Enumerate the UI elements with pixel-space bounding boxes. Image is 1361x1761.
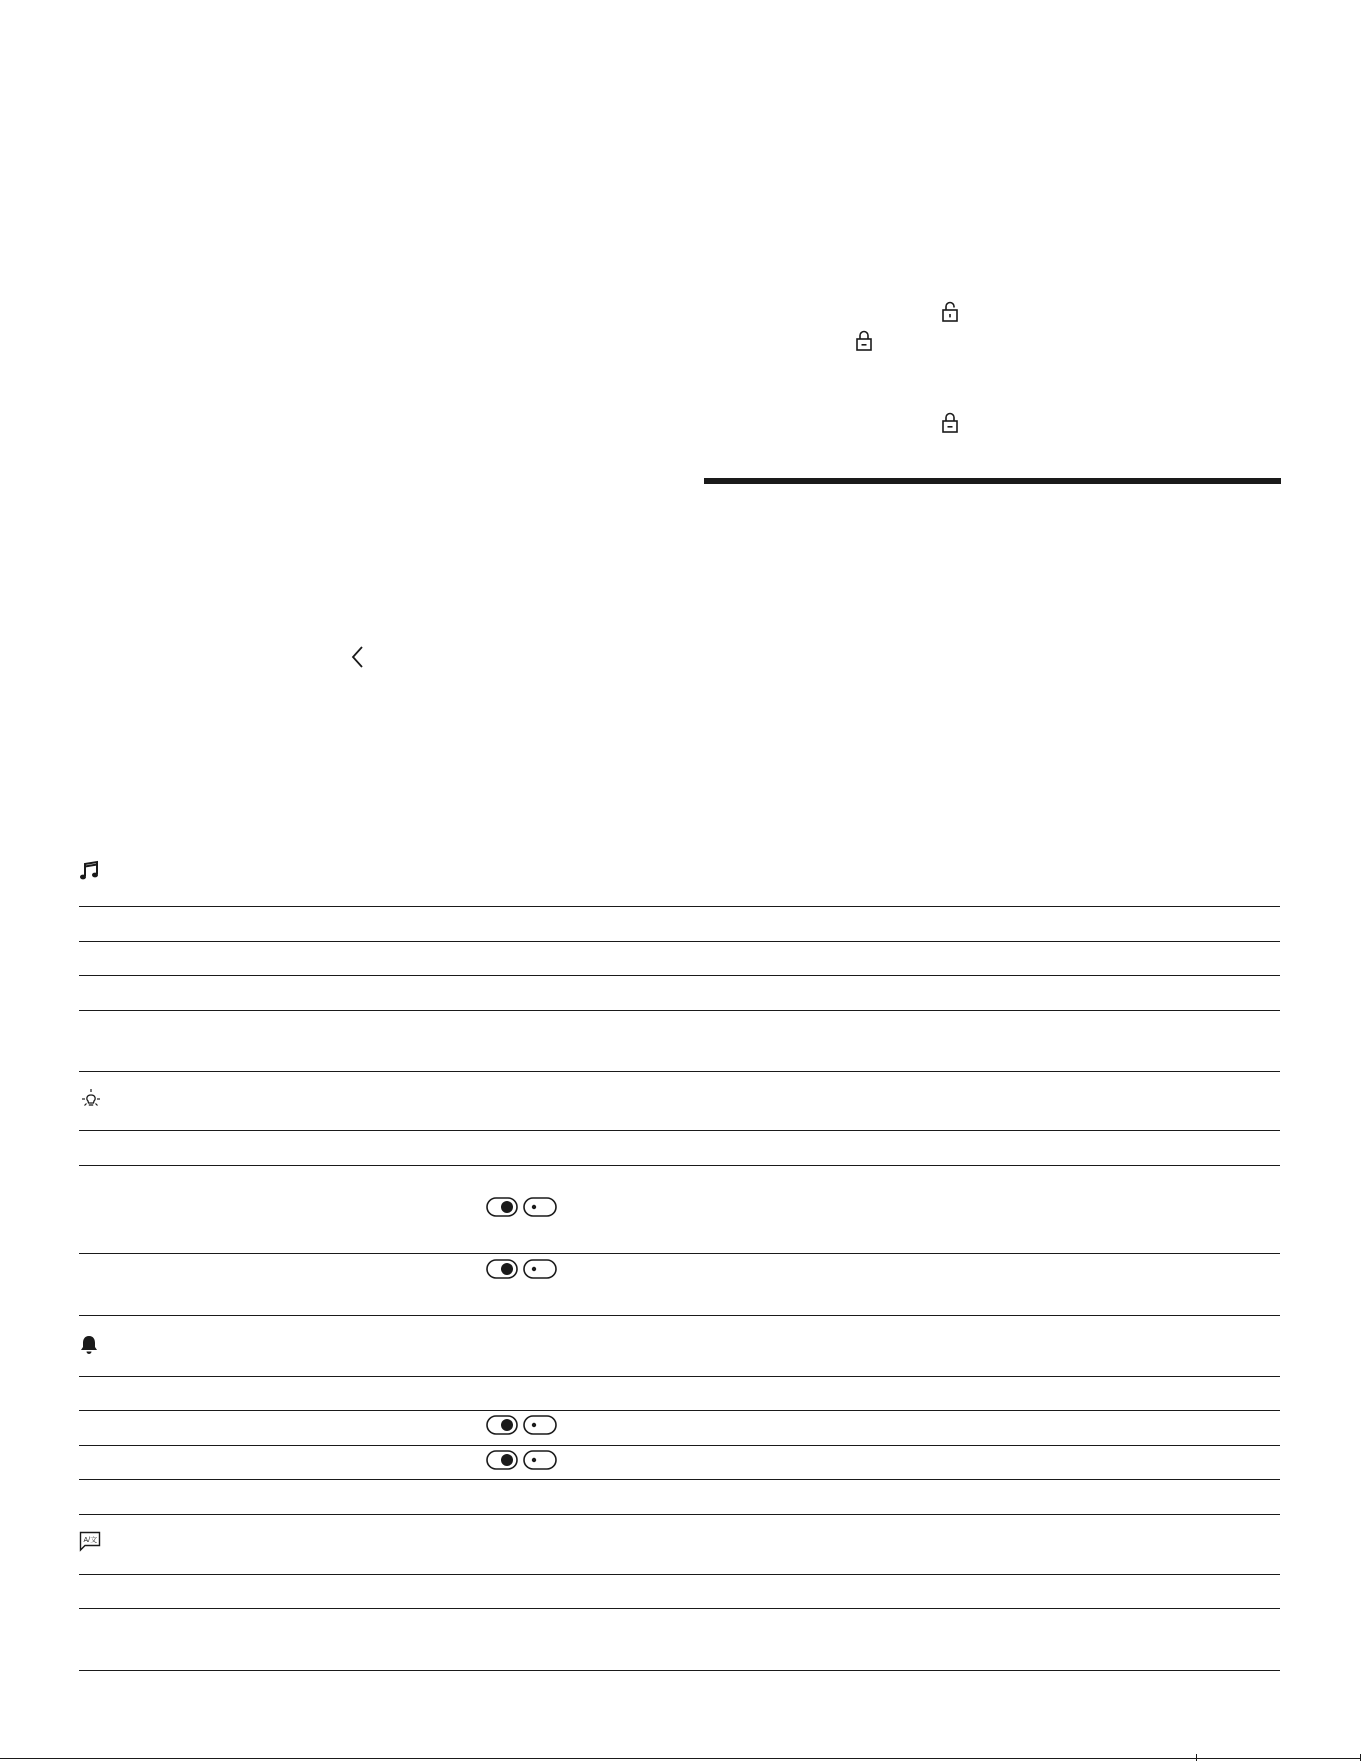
toggle-on-icon xyxy=(487,1416,517,1434)
table-row-divider xyxy=(79,1479,1280,1480)
table-row-divider xyxy=(79,1165,1280,1166)
light-bulb-icon xyxy=(79,1087,103,1111)
chevron-left-icon xyxy=(350,645,366,669)
table-row-divider xyxy=(79,975,1280,976)
table-row-divider xyxy=(79,1376,1280,1377)
table-row-divider xyxy=(79,941,1280,942)
toggle-pair xyxy=(486,1415,558,1435)
page-bottom-tick xyxy=(1196,1754,1197,1761)
toggle-pair xyxy=(486,1450,558,1470)
table-row-divider xyxy=(79,1315,1280,1316)
table-row-divider xyxy=(79,1670,1280,1671)
table-row-divider xyxy=(79,1608,1280,1609)
toggle-off-icon xyxy=(524,1198,556,1216)
lock-closed-icon xyxy=(855,330,873,351)
toggle-on-icon xyxy=(487,1198,517,1216)
table-row-divider xyxy=(79,1071,1280,1072)
table-row-divider xyxy=(79,906,1280,907)
lock-open-icon xyxy=(941,301,959,322)
table-row-divider xyxy=(79,1574,1280,1575)
table-row-divider xyxy=(79,1130,1280,1131)
table-row-divider xyxy=(79,1253,1280,1254)
toggle-on-icon xyxy=(487,1260,517,1278)
bell-icon xyxy=(79,1334,99,1356)
svg-text:A/文: A/文 xyxy=(83,1537,98,1544)
lock-closed-icon xyxy=(941,412,959,433)
toggle-off-icon xyxy=(524,1451,556,1469)
toggle-pair xyxy=(486,1197,558,1217)
subtitle-icon xyxy=(79,1530,101,1552)
table-row-divider xyxy=(79,1010,1280,1011)
table-row-divider xyxy=(79,1410,1280,1411)
toggle-pair xyxy=(486,1259,558,1279)
toggle-off-icon xyxy=(524,1416,556,1434)
music-note-icon xyxy=(79,860,101,882)
page-bottom-rule xyxy=(0,1758,1361,1759)
toggle-off-icon xyxy=(524,1260,556,1278)
table-row-divider xyxy=(79,1445,1280,1446)
table-row-divider xyxy=(79,1514,1280,1515)
toggle-on-icon xyxy=(487,1451,517,1469)
section-divider-thick xyxy=(704,478,1281,484)
